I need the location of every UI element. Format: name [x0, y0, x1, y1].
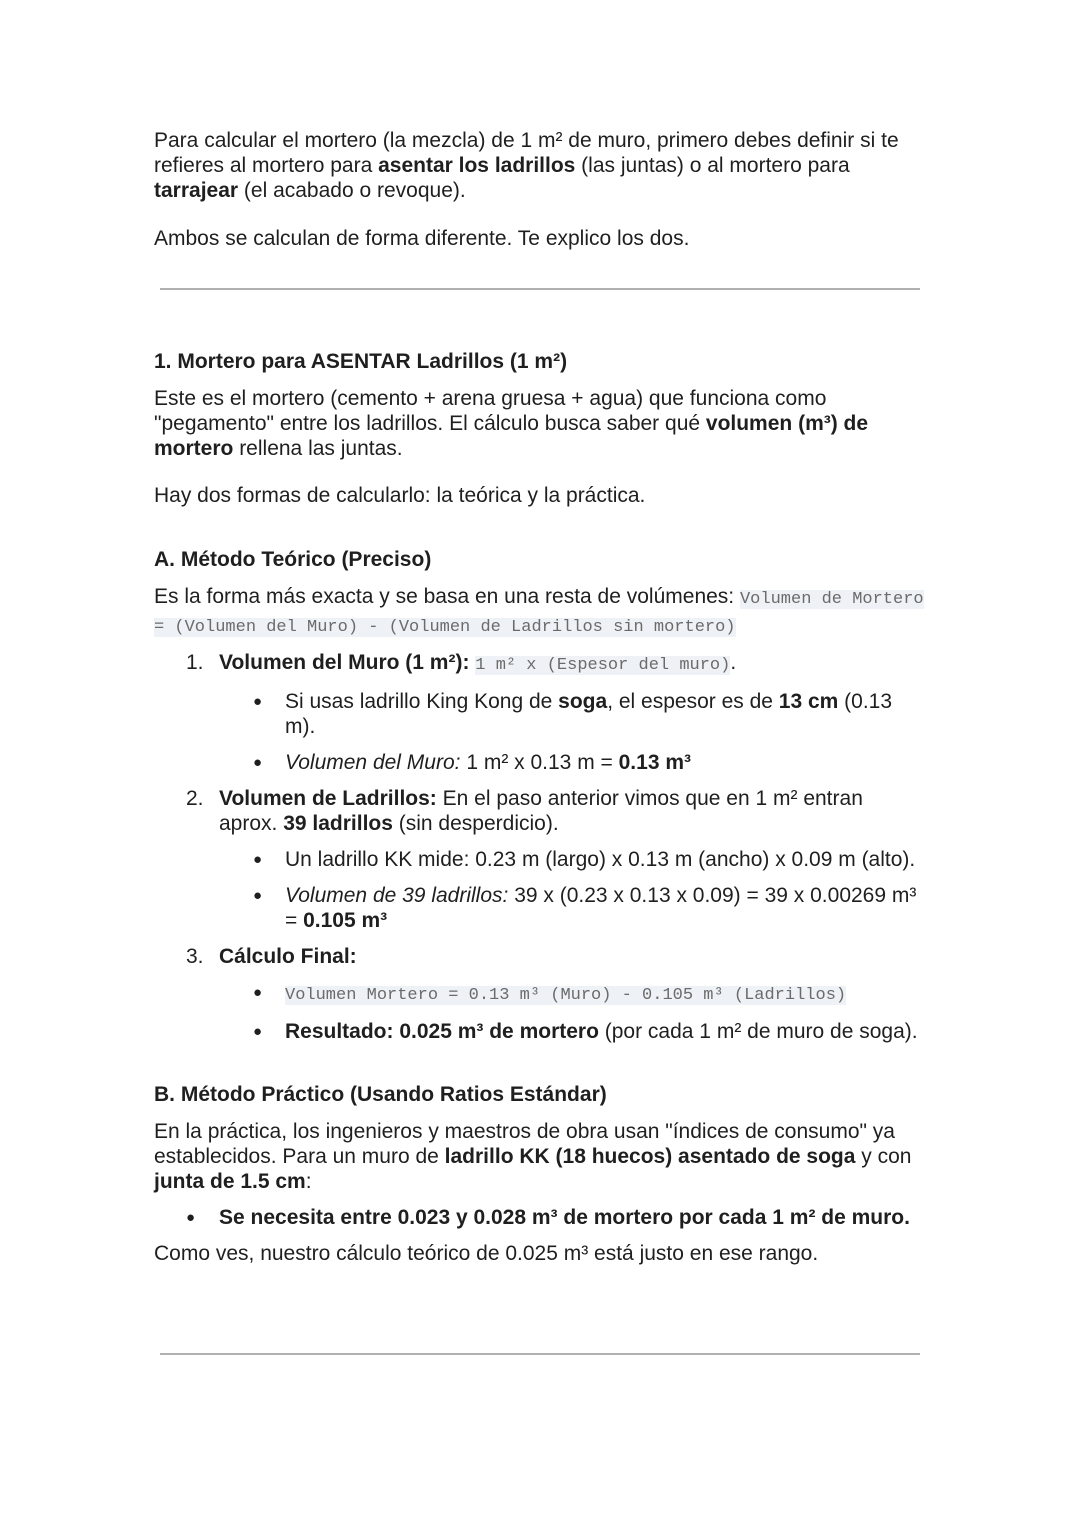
italic-text: Volumen de 39 ladrillos: — [285, 884, 509, 907]
section-paragraph-2: Hay dos formas de calcularlo: la teórica y la práctica. — [154, 484, 646, 507]
bullet-list — [219, 980, 924, 1044]
bold-text: Se necesita entre 0.023 y 0.028 m³ de mortero por cada 1 m² de muro. — [219, 1206, 910, 1229]
bold-text: 0.13 m³ — [618, 751, 691, 774]
text: 39 x (0.23 x 0.13 x 0.09) = 39 x 0.00269 m³ = — [285, 884, 917, 932]
bullet-list — [219, 847, 924, 933]
text: (sin desperdicio). — [392, 812, 559, 835]
text: Este es el mortero (cemento + arena gruesa + agua) que funciona como "pegamento" entre los ladrillos. El cálculo busca saber qué — [154, 387, 827, 435]
bold-text: junta de 1.5 cm — [154, 1170, 306, 1193]
bold-text: asentar los ladrillos — [378, 154, 576, 177]
code: 1 m² x (Espesor del muro) — [475, 656, 731, 675]
step-item — [154, 944, 924, 1044]
bullet-item — [154, 1205, 924, 1230]
intro-paragraph — [154, 128, 924, 203]
step-number: 1. — [186, 651, 204, 674]
text: Si usas ladrillo King Kong de — [285, 690, 559, 713]
step-item — [154, 650, 924, 775]
text: En la práctica, los ingenieros y maestros de obra usan "índices de consumo" ya establecidos. Para un muro de — [154, 1120, 895, 1168]
bold-text: 13 cm — [778, 690, 839, 713]
code: Volumen Mortero = 0.13 m³ (Muro) - 0.105 m³ (Ladrillos) — [285, 986, 847, 1005]
step-label: Cálculo Final: — [219, 945, 357, 968]
intro-paragraph-2: Ambos se calculan de forma diferente. Te explico los dos. — [154, 227, 690, 250]
step-item — [154, 786, 924, 933]
bullet-item — [219, 883, 924, 933]
method-b-bullets — [154, 1205, 924, 1230]
bold-text: Resultado: 0.025 m³ de mortero — [285, 1020, 599, 1043]
method-a-heading: A. Método Teórico (Preciso) — [154, 548, 432, 571]
section-heading: 1. Mortero para ASENTAR Ladrillos (1 m²) — [154, 350, 568, 373]
text: Para calcular el mortero (la mezcla) de 1 m² de muro, primero debes definir si te refieres al mortero para — [154, 129, 899, 177]
bold-text: soga — [558, 690, 608, 713]
section-paragraph — [154, 386, 924, 461]
steps-list — [154, 650, 924, 1044]
bullet-item — [219, 689, 924, 739]
step-number: 2. — [186, 787, 204, 810]
step-number: 3. — [186, 945, 204, 968]
bold-text: 0.105 m³ — [303, 909, 388, 932]
method-b-heading: B. Método Práctico (Usando Ratios Estándar) — [154, 1083, 607, 1106]
text: , el espesor es de — [607, 690, 779, 713]
bold-text: volumen (m³) de mortero — [154, 412, 869, 460]
text: Es la forma más exacta y se basa en una resta de volúmenes: — [154, 585, 740, 608]
bullet-item — [219, 750, 924, 775]
bullet-item — [219, 980, 924, 1008]
bold-text: tarrajear — [154, 179, 239, 202]
text: : — [305, 1170, 312, 1193]
text: . — [730, 651, 737, 674]
italic-text: Volumen del Muro: — [285, 751, 461, 774]
formula-code: Volumen de Mortero = (Volumen del Muro) - (Volumen de Ladrillos sin mortero) — [154, 590, 924, 637]
bold-text: 39 ladrillos — [283, 812, 393, 835]
closing-paragraph: Como ves, nuestro cálculo teórico de 0.025 m³ está justo en ese rango. — [154, 1242, 819, 1265]
text: (el acabado o revoque). — [238, 179, 466, 202]
divider — [160, 288, 920, 290]
bullet-item — [219, 1019, 924, 1044]
text: (por cada 1 m² de muro de soga). — [598, 1020, 918, 1043]
text: rellena las juntas. — [233, 437, 403, 460]
method-a-intro — [154, 584, 924, 640]
text: En el paso anterior vimos que en 1 m² entran aprox. — [219, 787, 863, 835]
step-label: Volumen del Muro (1 m²): — [219, 651, 470, 674]
text: (las juntas) o al mortero para — [575, 154, 850, 177]
method-b-paragraph — [154, 1119, 924, 1194]
text: y con — [855, 1145, 912, 1168]
divider — [160, 1353, 920, 1355]
bold-text: ladrillo KK (18 huecos) asentado de soga — [444, 1145, 856, 1168]
step-label: Volumen de Ladrillos: — [219, 787, 437, 810]
bullet-item: ● Un ladrillo KK mide: 0.23 m (largo) x 0.13 m (ancho) x 0.09 m (alto). — [219, 847, 924, 872]
document-body — [154, 128, 924, 1266]
text: 1 m² x 0.13 m = — [460, 751, 619, 774]
bullet-list — [219, 689, 924, 775]
text: (0.13 m). — [285, 690, 893, 738]
